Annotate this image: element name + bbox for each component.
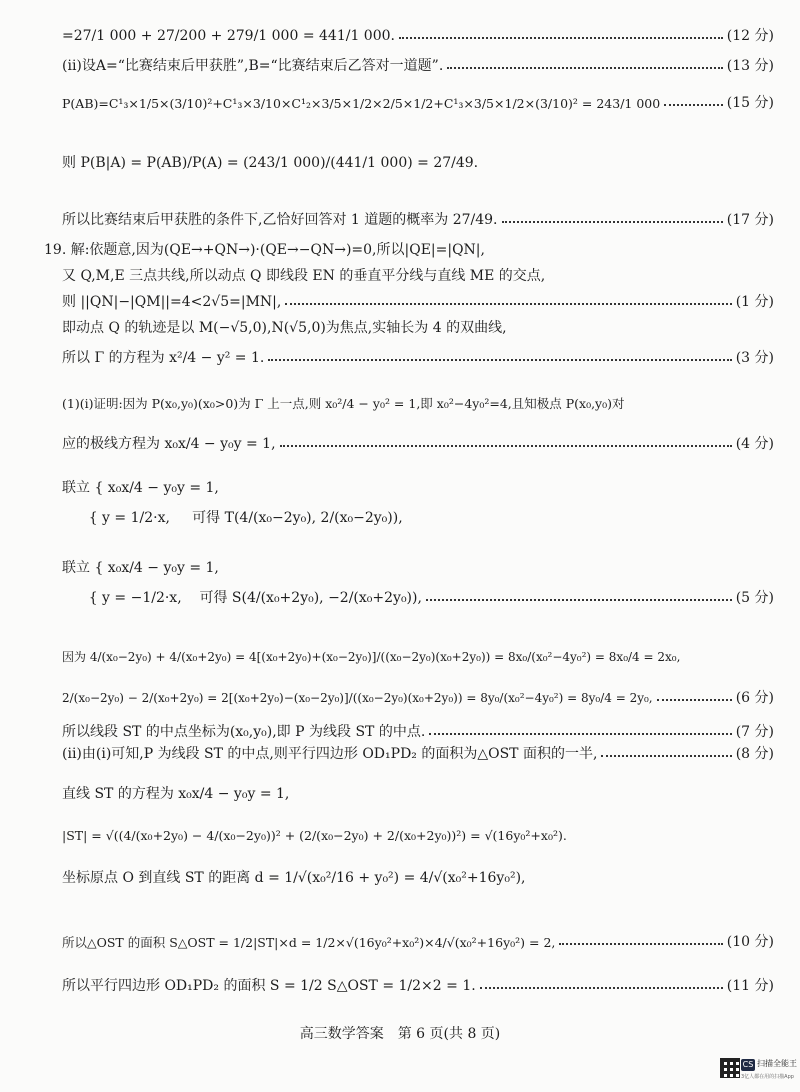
leader-dots	[429, 733, 731, 735]
qr-code-icon	[720, 1058, 740, 1078]
line-11: (1)(i)证明:因为 P(x₀,y₀)(x₀>0)为 Γ 上一点,则 x₀²/4 − y₀² = 1,即 x₀²−4y₀²=4,且知极点 P(x₀,y₀)对	[62, 396, 625, 411]
leader-dots	[601, 755, 731, 757]
page-footer: 高三数学答案 第 6 页(共 8 页)	[299, 1026, 501, 1042]
line-6: 19. 解:依题意,因为(QE→+QN→)·(QE→−QN→)=0,所以|QE|=|QN|,	[44, 242, 485, 258]
line-12: 应的极线方程为 x₀x/4 − y₀y = 1, (4 分)	[62, 436, 774, 452]
score-3: (3 分)	[735, 350, 774, 366]
line-2: (ii)设A=“比赛结束后甲获胜”,B=“比赛结束后乙答对一道题”. (13 分)	[62, 58, 774, 74]
score-17: (17 分)	[726, 212, 774, 228]
score-4: (4 分)	[735, 436, 774, 452]
line-22: |ST| = √((4/(x₀+2y₀) − 4/(x₀−2y₀))² + (2/(x₀−2y₀) + 2/(x₀+2y₀))²) = √(16y₀²+x₀²).	[62, 828, 567, 843]
score-12: (12 分)	[726, 28, 774, 44]
line-23: 坐标原点 O 到直线 ST 的距离 d = 1/√(x₀²/16 + y₀²) = 4/√(x₀²+16y₀²),	[62, 870, 526, 886]
scanner-app-tagline: 3亿人都在用的扫描App	[741, 1074, 794, 1080]
line-5: 所以比赛结束后甲获胜的条件下,乙恰好回答对 1 道题的概率为 27/49. (17 分)	[62, 212, 774, 228]
score-10: (10 分)	[726, 934, 774, 950]
leader-dots	[447, 67, 723, 69]
leader-dots	[657, 699, 732, 701]
leader-dots	[664, 104, 723, 106]
line-7: 又 Q,M,E 三点共线,所以动点 Q 即线段 EN 的垂直平分线与直线 ME 的交点,	[62, 268, 546, 284]
leader-dots	[399, 37, 723, 39]
line-9: 即动点 Q 的轨迹是以 M(−√5,0),N(√5,0)为焦点,实轴长为 4 的双曲线,	[62, 320, 507, 336]
leader-dots	[268, 359, 731, 361]
line-3: P(AB)=C¹₃×1/5×(3/10)²+C¹₃×3/10×C¹₂×3/5×1/2×2/5×1/2+C¹₃×3/5×1/2×(3/10)² = 243/1 000 (15 分)	[62, 95, 774, 111]
score-11: (11 分)	[726, 978, 774, 994]
line-21: 直线 ST 的方程为 x₀x/4 − y₀y = 1,	[62, 786, 290, 802]
line-8: 则 ||QN|−|QM||=4<2√5=|MN|, (1 分)	[62, 294, 774, 310]
leader-dots	[285, 303, 731, 305]
line-24: 所以△OST 的面积 S△OST = 1/2|ST|×d = 1/2×√(16y₀²+x₀²)×4/√(x₀²+16y₀²) = 2, (10 分)	[62, 934, 774, 950]
line-25: 所以平行四边形 OD₁PD₂ 的面积 S = 1/2 S△OST = 1/2×2 = 1. (11 分)	[62, 978, 774, 994]
line-15: 联立 { x₀x/4 − y₀y = 1,	[62, 560, 219, 576]
line-4: 则 P(B|A) = P(AB)/P(A) = (243/1 000)/(441/1 000) = 27/49.	[62, 155, 479, 171]
line-20: (ii)由(i)可知,P 为线段 ST 的中点,则平行四边形 OD₁PD₂ 的面积为△OST 面积的一半, (8 分)	[62, 746, 774, 762]
leader-dots	[426, 599, 732, 601]
leader-dots	[502, 221, 723, 223]
line-10: 所以 Γ 的方程为 x²/4 − y² = 1. (3 分)	[62, 350, 774, 366]
leader-dots	[480, 987, 723, 989]
leader-dots	[559, 943, 722, 945]
line-13: 联立 { x₀x/4 − y₀y = 1,	[62, 480, 219, 496]
line-19: 所以线段 ST 的中点坐标为(x₀,y₀),即 P 为线段 ST 的中点. (7 分)	[62, 724, 774, 740]
score-6: (6 分)	[735, 690, 774, 706]
line-18: 2/(x₀−2y₀) − 2/(x₀+2y₀) = 2[(x₀+2y₀)−(x₀−2y₀)]/((x₀−2y₀)(x₀+2y₀)) = 8y₀/(x₀²−4y₀²) = 8y₀/4 = 2y₀, (6 分)	[62, 690, 774, 706]
line-1: =27/1 000 + 27/200 + 279/1 000 = 441/1 000. (12 分)	[62, 28, 774, 44]
score-8: (8 分)	[735, 746, 774, 762]
score-15: (15 分)	[726, 95, 774, 111]
line-16: { y = −1/2·x, 可得 S(4/(x₀+2y₀), −2/(x₀+2y₀)), (5 分)	[62, 590, 774, 606]
line-17: 因为 4/(x₀−2y₀) + 4/(x₀+2y₀) = 4[(x₀+2y₀)+(x₀−2y₀)]/((x₀−2y₀)(x₀+2y₀)) = 8x₀/(x₀²−4y₀²) = 8x₀/4 = 2x₀,	[62, 650, 681, 664]
score-13: (13 分)	[726, 58, 774, 74]
camscanner-logo-icon: CS	[742, 1060, 754, 1069]
score-5: (5 分)	[735, 590, 774, 606]
leader-dots	[280, 445, 732, 447]
scanner-app-name: 扫描全能王	[757, 1059, 797, 1068]
score-1: (1 分)	[735, 294, 774, 310]
line-14: { y = 1/2·x, 可得 T(4/(x₀−2y₀), 2/(x₀−2y₀)),	[62, 510, 403, 526]
score-7: (7 分)	[735, 724, 774, 740]
